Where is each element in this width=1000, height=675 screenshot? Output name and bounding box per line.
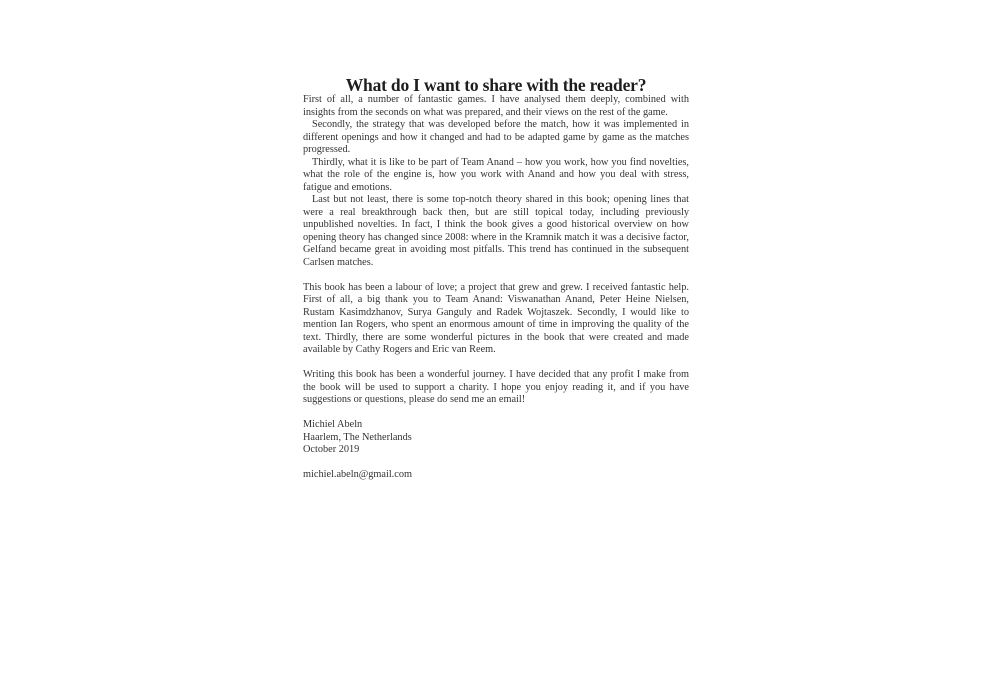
signature-date: October 2019 <box>303 444 360 455</box>
paragraph-acknowledgements: This book has been a labour of love; a project that grew and grew. I received fantastic help. First of all, a big thank you to Team Anand: Viswanathan Anand, Peter Heine Nielsen, Rustam Kasimdzhanov, Surya Ganguly and Radek Wojtaszek. Secondly, I would like to mention Ian Rogers, who spent an enormous amount of time in improving the quality of the text. Thirdly, there are some wonderful pictures in the book that were created and made available by Cathy Rogers and Eric van Reem. <box>303 281 689 355</box>
spacer <box>303 407 689 420</box>
page-title: What do I want to share with the reader? <box>345 74 647 95</box>
author-name: Michiel Abeln <box>303 419 363 430</box>
paragraph-team-anand: Thirdly, what it is like to be part of Team Anand – how you work, how you find novelties, what the role of the engine is, how you work with Anand and how you deal with stress, fatigue and emotions. <box>303 156 689 193</box>
author-email: michiel.abeln@gmail.com <box>303 469 412 480</box>
paragraph-closing: Writing this book has been a wonderful journey. I have decided that any profit I make from the book will be used to support a charity. I hope you enjoy reading it, and if you have suggestions or questions, please do send me an email! <box>303 369 689 405</box>
spacer <box>303 457 689 470</box>
spacer <box>303 357 689 370</box>
paragraph-theory: Last but not least, there is some top-notch theory shared in this book; opening lines that were a real breakthrough back then, but are still topical today, including previously unpublished novelties. In fact, I think the book gives a good historical overview on how opening theory has changed since 2008: where in the Kramnik match it was a decisive factor, Gelfand became great in avoiding most pitfalls. This trend has continued in the subsequent Carlsen matches. <box>303 194 689 268</box>
paragraph-games: First of all, a number of fantastic games. I have analysed them deeply, combined with insights from the seconds on what was prepared, and their views on the rest of the game. <box>303 94 689 118</box>
author-location: Haarlem, The Netherlands <box>303 431 412 443</box>
spacer <box>303 269 689 282</box>
paragraph-strategy: Secondly, the strategy that was developed before the match, how it was implemented in different openings and how it changed and had to be adapted game by game as the matches progressed. <box>303 119 689 155</box>
body-text <box>303 94 689 482</box>
